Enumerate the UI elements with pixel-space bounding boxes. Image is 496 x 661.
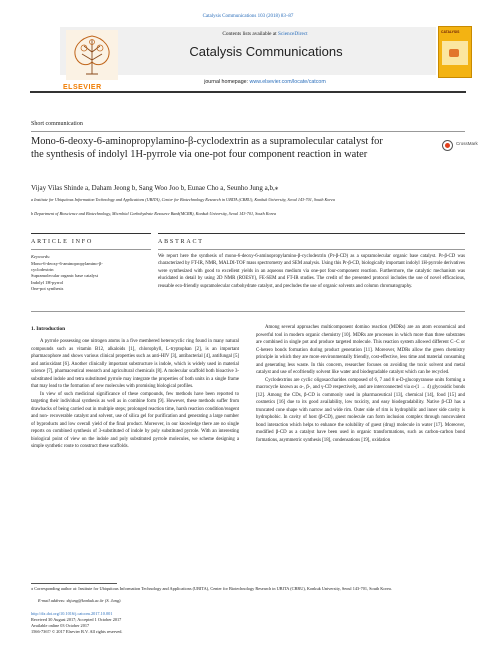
abstract-rule — [158, 249, 465, 250]
article-type: Short communication — [31, 121, 83, 127]
abstract-end-rule — [31, 311, 465, 312]
abstract-text: We report here the synthesis of mono-6-deoxy-6-aminopropylamino-β-cyclodextrin (Pr-β-CD) as a supramolecular organic base catalyst. Pr-β-CD was characterized by FT-IR, NMR, MALDI-TOF mass spectrometry and SEM analysis. Using this Pr-β-CD, biologically important indolyl 1H-pyrrole derivatives were synthesized with good to excellent yields in an aqueous medium via one-pot four-component reaction. Furthermore, the catalytic mechanism was elucidated in detail by using 2D NMR (ROESY), FE-SEM and FT-IR studies. The credit of the presented protocol includes the use of novel efficacious, reusable eco-friendly supramolecular carbohydrate catalyst, and precludes the use of organic solvents and column chromatography. — [158, 254, 465, 289]
journal-citation[interactable]: Catalysis Communications 103 (2018) 83–87 — [202, 14, 294, 19]
abstract-top-rule — [158, 233, 465, 234]
section-heading: 1. Introduction — [31, 326, 66, 332]
available-online-date: Available online 03 October 2017 — [31, 623, 90, 628]
article-info-rule — [31, 249, 151, 250]
crossmark-icon[interactable] — [442, 140, 453, 151]
header-divider — [30, 91, 466, 93]
affiliation-b: b Department of Bioscience and Biotechnology, Microbial Carbohydrate Resource Bank(MCRB), Konkuk University, Seoul 143-701, South Korea — [31, 211, 277, 216]
body-paragraph: A pyrrole possessing one nitrogen atoms in a five membered heterocyclic ring found in many natural compounds such as vitamin B12, alkaloids [1], chlorophyll, L-tryptophan [2], is an important pharmacophore and shows various clinical properties such as anti-HIV [3], antibacterial [4], antifungal [5] and antioxidant [6]. Another clinically important substructure is indole, which is widely used in material science [7], pharmaceutical research and agricultural chemicals [8]. A molecular scaffold both bioactive 3-substituted indole and tetra substituted pyrrole may integrate the properties of both units in a single frame that may lead to the formation of new molecules with promising biological profiles. — [31, 339, 239, 389]
journal-title[interactable]: Catalysis Communications — [189, 44, 343, 59]
copyright-notice: 1566-7367/ © 2017 Elsevier B.V. All rights reserved. — [31, 629, 123, 634]
journal-cover-thumbnail[interactable] — [438, 26, 472, 78]
contents-prefix: Contents lists available at — [222, 31, 278, 37]
keywords-label: Keywords: — [31, 254, 51, 259]
title-divider — [31, 131, 465, 132]
homepage-prefix: journal homepage: — [204, 79, 250, 85]
cover-artwork-accent — [449, 49, 459, 57]
sciencedirect-link[interactable]: ScienceDirect — [277, 31, 308, 37]
crossmark-label[interactable]: CrossMark — [456, 141, 478, 146]
footnote-divider — [31, 583, 117, 584]
body-paragraph: Cyclodextrins are cyclic oligosaccharides composed of 6, 7 and 8 α-D-glucopyranose units forming a macrocycle known as α-, β-, and γ-CD respectively, and are interconnected via α-(1 → 4) glycosidic bonds [12]. Among the CDs, β-CD is commonly used in pharmaceutical [13], chemical [14], food [15] and cosmetics [16] due to its good availability, low toxicity, and easy biodegradability. Native β-CD has a truncated cone shape with narrow and wide rim. Outer side of rim is hydrophilic and inner side cavity is hydrophobic. In cavity of host (β-CD), guest molecule can form inclusion complex through noncovalent bond interaction which helps to enhance the solubility of guest (drug) molecule in water [17]. Moreover, modified β-CD as a catalyst have been used in organic transformations, such as carbon-carbon bond formations, asymmetric synthesis [18], condensations [19], oxidation — [256, 377, 465, 443]
homepage-link[interactable]: www.elsevier.com/locate/catcom — [249, 79, 326, 85]
abstract-heading: ABSTRACT — [158, 239, 204, 245]
keyword: Mono-6-deoxy-6-aminopropylamino-β- — [31, 261, 103, 266]
right-column — [256, 324, 465, 444]
keyword: Indolyl 1H-pyrrol — [31, 279, 64, 285]
paper-title: Mono-6-deoxy-6-aminopropylamino-β-cyclodextrin as a supramolecular catalyst for the synthesis of indolyl 1H-pyrrole via one-pot four component reaction in water — [31, 136, 383, 160]
elsevier-wordmark[interactable]: ELSEVIER — [63, 84, 102, 91]
cover-title: CATALYSIS — [441, 30, 460, 34]
keywords-list — [31, 261, 151, 292]
author-email[interactable]: E-mail address: shjung@konkuk.ac.kr (S. Jung). — [38, 598, 122, 603]
keyword: One-pot synthesis — [31, 285, 64, 291]
homepage-line — [140, 79, 390, 85]
corresponding-author-note: ⁎ Corresponding author at: Institute for Ubiquitous Information Technology and Applications (UBITA), Center for Biotechnology Research in UBITA (CBRU), Konkuk University, Seoul 143-701, South Korea. — [31, 586, 392, 591]
contents-line — [140, 31, 390, 37]
affiliation-a: a Institute for Ubiquitous Information Technology and Applications (UBITA), Center for Biotechnology Research in UBITA (CBRU), Konkuk University, Seoul 143-701, South Korea — [31, 197, 335, 202]
body-paragraph: In view of such medicinal significance of these compounds, few methods have been reported to targeting their individual synthesis as well as in combine form [9]. However, these methods suffer from drawbacks of being carried out in multiple steps; prolonged reaction time, harsh reaction condition/reagent and non- recoverable catalyst and solvent, use of silica gel for purification and generating a large number of byproducts and low overall yield of the final product. Moreover, in our knowledge there are no single reports on combined synthesis of 3-substituted of indole by poly substituted pyrrole. With an interesting biological point of view on the indole and poly substituted pyrrole molecules, we scheme designing a simple synthetic route to construct these scaffolds. — [31, 391, 239, 449]
keyword: cyclodextrin — [31, 267, 54, 273]
left-column — [31, 338, 239, 451]
crossmark-dot — [445, 143, 450, 148]
article-info-top-rule — [31, 233, 151, 234]
elsevier-tree-logo — [62, 28, 122, 82]
body-paragraph: Among several approaches multicomponent domino reaction (MDRs) are an atom economical and powerful tool in modern organic chemistry [10]. MDRs are processes in which more than three substrates are combined in single pot and produce targeted molecule. This reaction system allowed different C−C or C-hetero bonds formation during product generation [11]. Moreover, MDRs allow the green chemistry principle in which they are more environmentally friendly, cost-effective, less time and material consuming and generating less waste. In this concern, researcher focuses on avoiding the toxic solvent and metal catalyst and use of ecofriendly solvent like water and biodegradable catalyst which can be recycled. — [256, 325, 465, 375]
received-dates: Received 30 August 2017; Accepted 1 October 2017 — [31, 617, 122, 622]
doi-link[interactable]: http://dx.doi.org/10.1016/j.catcom.2017.10.001 — [31, 611, 113, 616]
author-list: Vijay Vilas Shinde a, Daham Jeong b, Sang Woo Joo b, Eunae Cho a, Seunho Jung a,b,⁎ — [31, 184, 279, 192]
keyword: Supramolecular organic base catalyst — [31, 273, 99, 279]
article-info-heading: ARTICLE INFO — [31, 239, 94, 245]
